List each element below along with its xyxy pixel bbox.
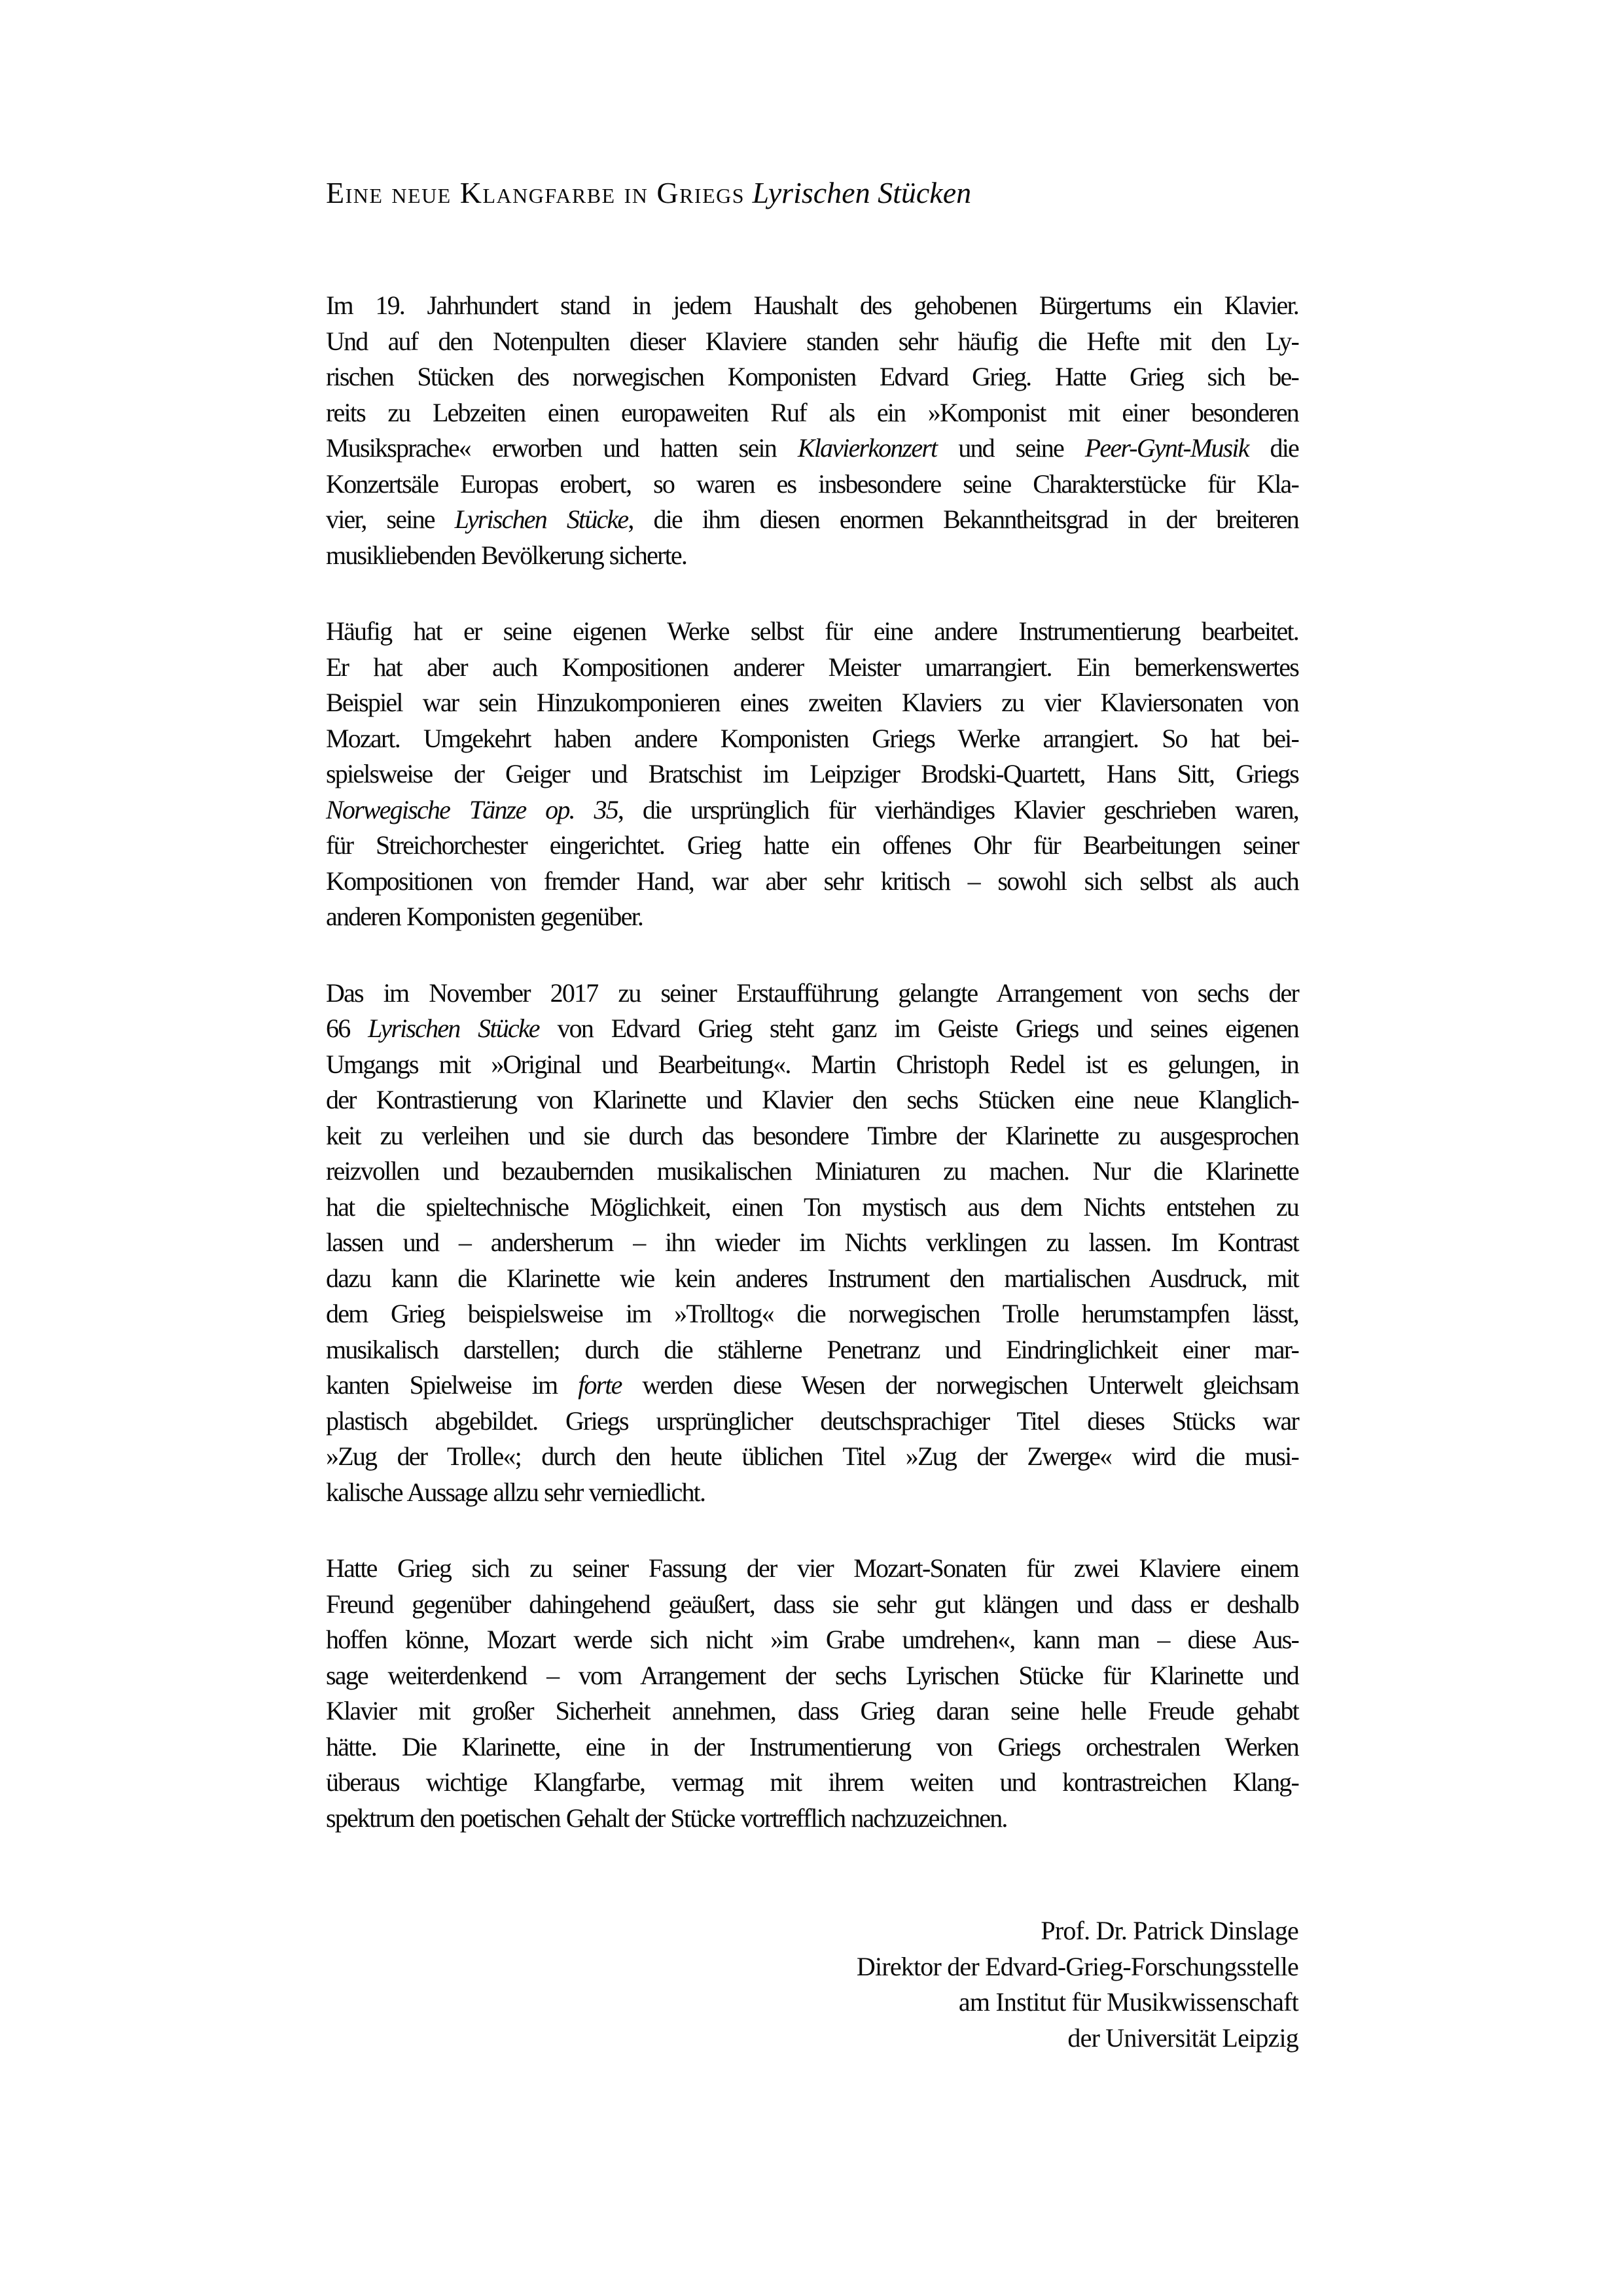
italic-text: Peer-Gynt-Musik [1084, 433, 1249, 463]
text-line: Umgangs mit »Original und Bearbeitung«. Martin Christoph Redel ist es gelungen, in [326, 1049, 1298, 1079]
page-title [326, 175, 1298, 211]
text-line: hat die spieltechnische Möglichkeit, einen Ton mystisch aus dem Nichts entstehen zu [326, 1192, 1298, 1222]
text-line: Im 19. Jahrhundert stand in jedem Haushalt des gehobenen Bürgertums ein Klavier. [326, 291, 1298, 320]
signature-line: Prof. Dr. Patrick Dinslage [1041, 1916, 1298, 1945]
text-line: lassen und – andersherum – ihn wieder im Nichts verklingen zu lassen. Im Kontrast [326, 1227, 1298, 1257]
text-line: dem Grieg beispielsweise im »Trolltog« die norwegischen Trolle herumstampfen lässt, [326, 1299, 1298, 1328]
italic-text: Klavierkonzert [797, 433, 937, 463]
text-line: der Kontrastierung von Klarinette und Klavier den sechs Stücken eine neue Klanglich- [326, 1085, 1298, 1114]
text-column [326, 175, 1298, 2056]
body-text [326, 288, 1298, 1836]
text-line: sage weiterdenkend – vom Arrangement der sechs Lyrischen Stücke für Klarinette und [326, 1660, 1298, 1690]
italic-text: Lyrischen Stücke [454, 504, 628, 534]
text-line: dazu kann die Klarinette wie kein anderes Instrument den martialischen Ausdruck, mit [326, 1263, 1298, 1293]
text-line: überaus wichtige Klangfarbe, vermag mit ihrem weiten und kontrastreichen Klang- [326, 1767, 1298, 1797]
text-line: musikalisch darstellen; durch die stählerne Penetranz und Eindringlichkeit einer mar- [326, 1334, 1298, 1364]
page-title-smallcaps: Eine neue Klangfarbe in Griegs [326, 176, 745, 209]
text-line: Das im November 2017 zu seiner Erstaufführung gelangte Arrangement von sechs der [326, 978, 1298, 1008]
paragraph [326, 976, 1298, 1511]
signature-line: Direktor der Edvard-Grieg-Forschungsstelle [856, 1951, 1298, 1981]
text-line: plastisch abgebildet. Griegs ursprünglicher deutschsprachiger Titel dieses Stücks war [326, 1405, 1298, 1436]
text-line: keit zu verleihen und sie durch das besondere Timbre der Klarinette zu ausgesprochen [326, 1120, 1298, 1150]
text-line: Norwegische Tänze op. 35, die ursprünglich für vierhändiges Klavier geschrieben waren, [326, 794, 1298, 824]
italic-text: Lyrischen Stücke [368, 1014, 539, 1043]
page-title-italic: Lyrischen Stücken [752, 176, 972, 209]
text-line: Hatte Grieg sich zu seiner Fassung der vier Mozart-Sonaten für zwei Klaviere einem [326, 1553, 1298, 1583]
text-line: rischen Stücken des norwegischen Komponisten Edvard Grieg. Hatte Grieg sich be- [326, 362, 1298, 391]
text-line: hoffen könne, Mozart werde sich nicht »im Grabe umdrehen«, kann man – diese Aus- [326, 1625, 1298, 1654]
paragraph [326, 614, 1298, 935]
text-line: kalische Aussage allzu sehr verniedlicht. [326, 1477, 705, 1507]
text-line: für Streichorchester eingerichtet. Grieg hatte ein offenes Ohr für Bearbeitungen seiner [326, 830, 1298, 860]
text-line: Musiksprache« erworben und hatten sein Klavierkonzert und seine Peer-Gynt-Musik die [326, 433, 1299, 463]
signature-line: am Institut für Musikwissenschaft [958, 1987, 1298, 2017]
text-line: Freund gegenüber dahingehend geäußert, dass sie sehr gut klängen und dass er deshalb [326, 1589, 1298, 1619]
text-line: Klavier mit großer Sicherheit annehmen, dass Grieg daran seine helle Freude gehabt [326, 1696, 1298, 1725]
text-line: Er hat aber auch Kompositionen anderer Meister umarrangiert. Ein bemerkenswertes [326, 652, 1298, 682]
text-line: anderen Komponisten gegenüber. [326, 902, 643, 931]
paragraph [326, 1551, 1298, 1836]
text-line: Und auf den Notenpulten dieser Klaviere standen sehr häufig die Hefte mit den Ly- [326, 326, 1298, 356]
text-line: musikliebenden Bevölkerung sicherte. [326, 540, 687, 570]
paragraph [326, 288, 1298, 573]
italic-text: forte [578, 1370, 622, 1400]
text-line: hätte. Die Klarinette, eine in der Instrumentierung von Griegs orchestralen Werken [326, 1731, 1298, 1761]
text-line: reits zu Lebzeiten einen europaweiten Ruf als ein »Komponist mit einer besonderen [326, 397, 1298, 427]
text-line: Konzertsäle Europas erobert, so waren es insbesondere seine Charakterstücke für Kla- [326, 468, 1298, 499]
text-line: »Zug der Trolle«; durch den heute üblichen Titel »Zug der Zwerge« wird die musi- [326, 1441, 1298, 1471]
text-line: 66 Lyrischen Stücke von Edvard Grieg steht ganz im Geiste Griegs und seines eigenen [326, 1014, 1298, 1043]
text-line: spielsweise der Geiger und Bratschist im Leipziger Brodski-Quartett, Hans Sitt, Griegs [326, 759, 1298, 788]
text-line: spektrum den poetischen Gehalt der Stücke vortrefflich nachzuzeichnen. [326, 1803, 1007, 1833]
text-line: kanten Spielweise im forte werden diese Wesen der norwegischen Unterwelt gleichsam [326, 1370, 1299, 1400]
signature-block [326, 1913, 1298, 2056]
text-line: reizvollen und bezaubernden musikalischen Miniaturen zu machen. Nur die Klarinette [326, 1156, 1298, 1186]
text-line: Häufig hat er seine eigenen Werke selbst für eine andere Instrumentierung bearbeitet. [326, 616, 1298, 646]
text-line: Beispiel war sein Hinzukomponieren eines zweiten Klaviers zu vier Klaviersonaten von [326, 688, 1298, 717]
text-line: Kompositionen von fremder Hand, war aber sehr kritisch – sowohl sich selbst als auch [326, 866, 1298, 896]
page-title-space [745, 176, 753, 209]
signature-line: der Universität Leipzig [1067, 2022, 1298, 2053]
italic-text: Norwegische Tänze op. 35 [326, 794, 618, 824]
text-line: vier, seine Lyrischen Stücke, die ihm diesen enormen Bekanntheitsgrad in der breiteren [326, 504, 1298, 534]
text-line: Mozart. Umgekehrt haben andere Komponisten Griegs Werke arrangiert. So hat bei- [326, 723, 1298, 753]
